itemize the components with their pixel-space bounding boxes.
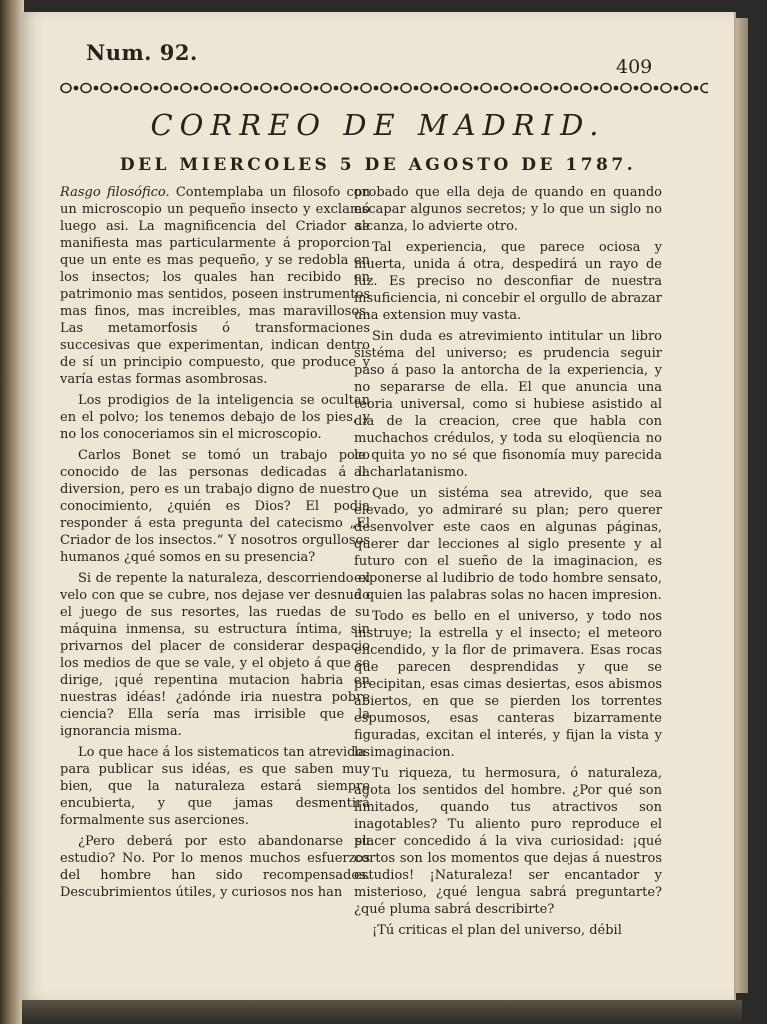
article-paragraph: Rasgo filosófico. Contemplaba un filosofo con un microscopio un pequeño insecto y exclamó luego asi. La magnificencia del Criador se manifiesta mas particularmente á proporcion que un ente es mas pequeño, y se redobla en los insectos; los quales han recibido en patrimonio mas sentidos, poseen instrumentos mas finos, mas increibles, mas maravillosos. Las metamorfosis ó transformaciones succesivas que experimentan, indican dentro de sí un principio compuesto, que produce y varía estas formas asombrosas. — [60, 185, 371, 387]
ornamental-rule — [58, 80, 708, 96]
text-column-left — [60, 184, 370, 905]
book-spine-edge — [0, 0, 24, 1024]
page-number: 409 — [616, 56, 653, 78]
article-paragraph: Tu riqueza, tu hermosura, ó naturaleza, agota los sentidos del hombre. ¿Por qué son limitados, quando tus atractivos son inagotables? Tu aliento puro reproduce el placer concedido á la viva curiosidad: ¡qué cortos son los momentos que dejas á nuestros estudios! ¡Naturaleza! ser encantador y misterioso, ¿qué lengua sabrá preguntarte? ¿qué pluma sabrá describirte? — [354, 766, 662, 917]
masthead-title: CORREO DE MADRID. — [150, 108, 606, 142]
issue-number: Num. 92. — [86, 40, 198, 65]
article-paragraph: Sin duda es atrevimiento intitular un libro sistéma del universo; es prudencia seguir paso á paso la antorcha de la experiencia, y no separarse de ella. El que anuncia una teoria universal, como si hubiese asistido al dia de la creacion, cree que habla con muchachos crédulos, y toda su eloqüencia no le quita yo no sé que fisonomía muy parecida al charlatanismo. — [354, 329, 662, 480]
article-paragraph: Carlos Bonet se tomó un trabajo poco conocido de las personas dedicadas á la diversion, pero es un trabajo digno de nuestro conocimiento, ¿quién es Dios? El podia responder á esta pregunta del catecismo „El Criador de los insectos.“ Y nosotros orgullosos humanos ¿qué somos en su presencia? — [60, 448, 370, 565]
article-paragraph: Los prodigios de la inteligencia se ocultan en el polvo; los tenemos debajo de los pies, y no los conoceriamos sin el microscopio. — [60, 393, 370, 442]
book-bottom-edge — [22, 1000, 742, 1024]
article-paragraph: Lo que hace á los sistematicos tan atrevidos para publicar sus idéas, es que saben muy bien, que la naturaleza estará siempre encubierta, y que jamas desmentirá formalmente sus aserciones. — [60, 745, 370, 828]
article-paragraph: probado que ella deja de quando en quando escapar algunos secretos; y lo que un siglo no alcanza, lo advierte otro. — [354, 185, 662, 234]
article-paragraph: ¿Pero deberá por esto abandonarse su estudio? No. Por lo menos muchos esfuerzos del hombre han sido recompensados. Descubrimientos útiles, y curiosos nos han — [60, 834, 370, 900]
text-column-right — [354, 184, 662, 943]
article-paragraph: ¡Tú criticas el plan del universo, débil — [372, 923, 622, 938]
article-paragraph: Si de repente la naturaleza, descorriendo el velo con que se cubre, nos dejase ver desnudo el juego de sus resortes, las ruedas de su máquina inmensa, su estructura íntima, sin privarnos del placer de considerar despacio los medios de que se vale, y el objeto á que se dirige, ¡qué repentina mutacion habria en nuestras idéas! ¿adónde iria nuestra pobre ciencia? Ella sería mas irrisible que la ignorancia misma. — [60, 571, 370, 739]
article-rubric: Rasgo filosófico. — [60, 185, 170, 200]
article-paragraph: Todo es bello en el universo, y todo nos instruye; la estrella y el insecto; el meteoro encendido, y la flor de primavera. Esas rocas que parecen desprendidas y que se precipitan, esas cimas desiertas, esos abismos abiertos, en que se pierden los torrentes espumosos, esas canteras bizarramente figuradas, excitan el interés, y fijan la vista y la imaginacion. — [354, 609, 662, 760]
page-edge-shadow — [734, 18, 748, 993]
issue-dateline: DEL MIERCOLES 5 DE AGOSTO DE 1787. — [119, 155, 637, 175]
newspaper-page — [22, 12, 734, 1000]
article-paragraph: Que un sistéma sea atrevido, que sea elevado, yo admiraré su plan; pero querer desenvolver este caos en algunas páginas, querer dar lecciones al siglo presente y al futuro con el sueño de la imaginacion, es exponerse al ludibrio de todo hombre sensato, á quien las palabras solas no hacen impresion. — [354, 486, 662, 603]
article-paragraph: Tal experiencia, que parece ociosa y muerta, unida á otra, despedirá un rayo de luz. Es preciso no desconfiar de nuestra insuficiencia, ni concebir el orgullo de abrazar una extension muy vasta. — [354, 240, 662, 323]
